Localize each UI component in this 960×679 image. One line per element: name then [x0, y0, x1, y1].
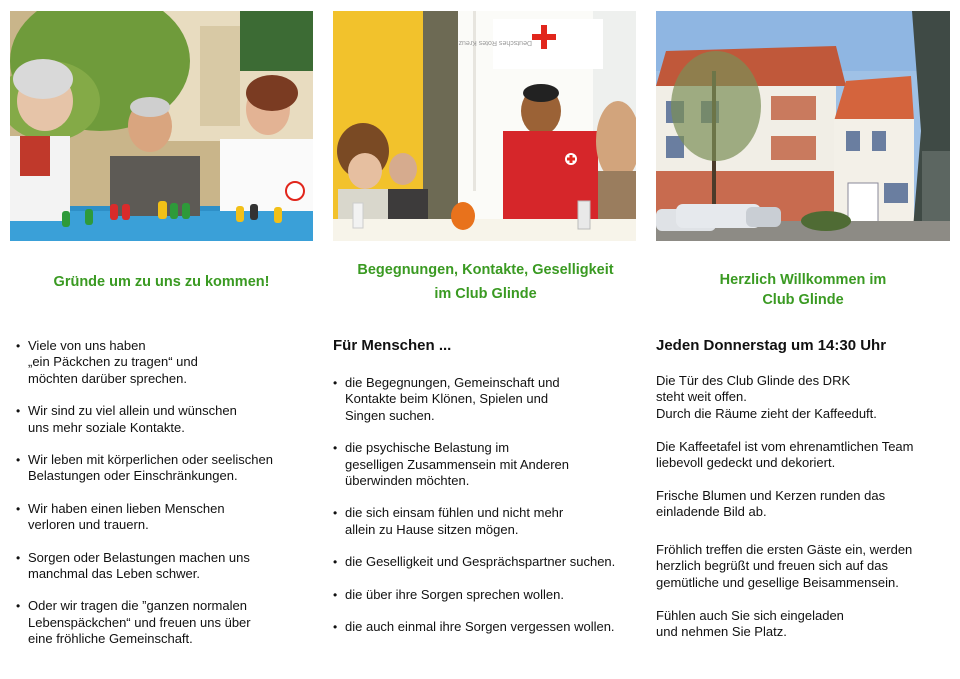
photo-board-game — [10, 11, 313, 241]
subheading-schedule: Jeden Donnerstag um 14:30 Uhr — [656, 337, 887, 354]
line: Fühlen auch Sie sich eingeladen — [656, 608, 844, 623]
heading-welcome — [656, 270, 950, 310]
list-item — [10, 550, 313, 583]
line: Viele von uns haben — [28, 338, 146, 353]
photo-coffee-table — [333, 11, 636, 241]
reasons-list — [10, 338, 313, 664]
list-item — [333, 554, 638, 570]
line: die auch einmal ihre Sorgen vergessen wollen. — [345, 619, 615, 635]
line: überwinden möchten. — [345, 473, 470, 489]
heading-welcome-line1: Herzlich Willkommen im — [719, 272, 887, 288]
subheading-for-people: Für Menschen ... — [333, 337, 452, 354]
line: einladende Bild ab. — [656, 504, 767, 520]
list-item — [333, 440, 638, 489]
list-item — [10, 452, 313, 485]
column-encounters — [333, 258, 638, 635]
line: Singen suchen. — [345, 407, 435, 423]
heading-welcome-line2: Club Glinde — [762, 292, 844, 308]
line: uns mehr soziale Kontakte. — [28, 419, 185, 435]
line: eine fröhliche Gemeinschaft. — [28, 631, 193, 647]
line: geselligen Zusammensein mit Anderen — [345, 456, 570, 472]
line: die psychische Belastung im — [345, 440, 510, 456]
line: möchten darüber sprechen. — [28, 370, 187, 386]
line: die sich einsam fühlen und nicht mehr — [345, 505, 564, 521]
line: Fröhlich treffen die ersten Gäste ein, werden — [656, 542, 913, 557]
line: Wir leben mit körperlichen oder seelischen — [28, 452, 273, 468]
heading-encounters-line1: Begegnungen, Kontakte, Geselligkeit — [357, 262, 614, 278]
line: Oder wir tragen die ”ganzen normalen — [28, 598, 247, 614]
welcome-paragraph — [656, 439, 950, 472]
list-item — [10, 598, 313, 647]
column-welcome — [656, 258, 950, 640]
list-item — [333, 587, 638, 603]
line: Die Tür des Club Glinde des DRK — [656, 373, 851, 388]
list-item — [333, 375, 638, 424]
line: Wir sind zu viel allein und wünschen — [28, 403, 237, 419]
line: verloren und trauern. — [28, 517, 149, 533]
heading-encounters — [333, 258, 638, 306]
line: die Geselligkeit und Gesprächspartner suchen. — [345, 554, 616, 570]
line: Wir haben einen lieben Menschen — [28, 500, 225, 516]
list-item — [333, 505, 638, 538]
list-item — [10, 403, 313, 436]
welcome-paragraph — [656, 608, 950, 641]
line: allein zu Hause sitzen mögen. — [345, 521, 519, 537]
line: die Begegnungen, Gemeinschaft und — [345, 375, 560, 390]
line: Sorgen oder Belastungen machen uns — [28, 549, 250, 565]
welcome-paragraph — [656, 488, 950, 521]
line: Belastungen oder Einschränkungen. — [28, 468, 238, 484]
line: herzlich begrüßt und freuen sich auf das — [656, 558, 888, 574]
line: manchmal das Leben schwer. — [28, 566, 200, 582]
line: Frische Blumen und Kerzen runden das — [656, 488, 886, 503]
welcome-paragraph — [656, 542, 950, 591]
line: gemütliche und gesellige Beisammensein. — [656, 574, 899, 590]
line: „ein Päckchen zu tragen“ und — [28, 354, 198, 370]
line: Lebenspäckchen“ und freuen uns über — [28, 614, 251, 630]
heading-encounters-line2: im Club Glinde — [434, 286, 537, 302]
line: Durch die Räume zieht der Kaffeeduft. — [656, 405, 877, 421]
line: die über ihre Sorgen sprechen wollen. — [345, 586, 564, 602]
line: und nehmen Sie Platz. — [656, 624, 787, 640]
heading-reasons: Gründe um zu uns zu kommen! — [53, 274, 270, 290]
photo-club-building — [656, 11, 950, 241]
column-reasons — [10, 258, 313, 647]
welcome-paragraph — [656, 373, 950, 422]
list-item — [10, 338, 313, 387]
list-item — [333, 619, 638, 635]
list-item — [10, 501, 313, 534]
drk-sign-text: Deutsches Rotes Kreuz — [458, 39, 532, 46]
line: Kontakte beim Klönen, Spielen und — [345, 391, 549, 407]
line: liebevoll gedeckt und dekoriert. — [656, 455, 836, 471]
line: steht weit offen. — [656, 389, 747, 405]
line: Die Kaffeetafel ist vom ehrenamtlichen Team — [656, 439, 914, 454]
people-list — [333, 375, 638, 651]
